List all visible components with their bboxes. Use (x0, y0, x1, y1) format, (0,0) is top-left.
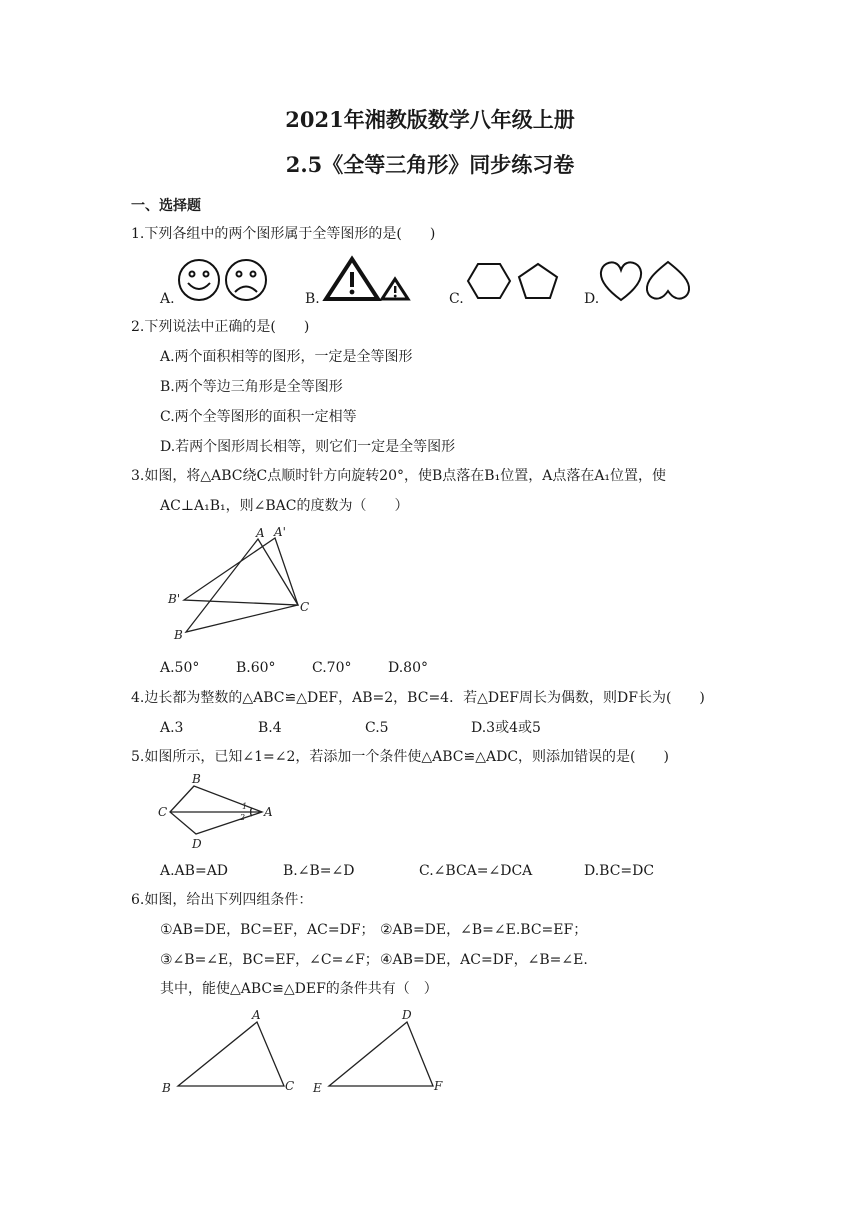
label-a: A (256, 526, 265, 540)
q1-option-d-label: D. (584, 291, 600, 307)
warning-triangle-small-icon (382, 279, 408, 299)
q4-option-d: D.3或4或5 (471, 720, 541, 736)
q5-option-c: C.∠BCA=∠DCA (419, 863, 533, 879)
q1-option-c-label: C. (449, 291, 464, 307)
q6-question: 其中，能使△ABC≌△DEF的条件共有（ ） (160, 981, 438, 997)
q5-option-d: D.BC=DC (584, 863, 655, 879)
q1-hearts-figure (598, 259, 694, 303)
q6-triangles-figure (156, 1004, 456, 1099)
warning-triangle-large-icon (326, 259, 378, 299)
section-heading: 一、选择题 (131, 198, 201, 214)
q1-option-a-label: A. (160, 291, 175, 307)
hexagon-icon (468, 264, 510, 298)
label-b-prime: B' (168, 592, 181, 606)
label-c: C (300, 600, 310, 614)
q5-option-a: A.AB=AD (160, 863, 229, 879)
q1-stem: 1.下列各组中的两个图形属于全等图形的是( ) (131, 226, 436, 242)
label-a-prime: A' (274, 525, 286, 539)
q4-option-c: C.5 (365, 720, 389, 736)
q6-condition-1: ①AB=DE，BC=EF，AC=DF； (160, 922, 375, 938)
q2-option-d: D.若两个图形周长相等，则它们一定是全等图形 (160, 439, 456, 455)
q5-option-b: B.∠B=∠D (283, 863, 355, 879)
q3-option-b: B.60° (236, 660, 276, 676)
q4-option-a: A.3 (160, 720, 184, 736)
label-a: A (252, 1008, 261, 1022)
label-b: B (162, 1081, 171, 1095)
triangle-abc (186, 539, 298, 632)
label-f: F (434, 1079, 443, 1093)
triangle-def (329, 1022, 433, 1086)
q6-stem: 6.如图，给出下列四组条件： (131, 892, 313, 908)
label-c: C (158, 805, 168, 819)
smiley-face-icon (179, 260, 219, 300)
title-line-2: 2.5《全等三角形》同步练习卷 (285, 152, 575, 177)
q3-option-a: A.50° (160, 660, 200, 676)
label-b: B (192, 772, 201, 786)
label-angle-2: 2 (240, 813, 246, 822)
label-b: B (174, 628, 183, 642)
q5-stem: 5.如图所示，已知∠1=∠2，若添加一个条件使△ABC≌△ADC，则添加错误的是( ) (131, 749, 669, 765)
heart-rotated-icon (647, 262, 689, 299)
q6-condition-3: ③∠B=∠E，BC=EF，∠C=∠F； (160, 952, 379, 968)
q4-option-b: B.4 (258, 720, 282, 736)
label-d: D (402, 1008, 412, 1022)
label-d: D (192, 837, 202, 851)
sad-face-icon (226, 260, 266, 300)
q2-option-a: A.两个面积相等的图形，一定是全等图形 (160, 349, 413, 365)
pentagon-icon (519, 264, 557, 298)
q2-option-c: C.两个全等图形的面积一定相等 (160, 409, 357, 425)
q4-stem: 4.边长都为整数的△ABC≌△DEF，AB=2，BC=4．若△DEF周长为偶数，则DF长为( ) (131, 690, 705, 706)
q3-option-c: C.70° (312, 660, 352, 676)
heart-upright-icon (601, 262, 641, 300)
q6-condition-4: ④AB=DE，AC=DF，∠B=∠E. (380, 952, 588, 968)
q3-stem-line-2: AC⊥A₁B₁，则∠BAC的度数为（ ） (160, 498, 409, 514)
label-a: A (264, 805, 273, 819)
q1-option-b-label: B. (305, 291, 320, 307)
q1-smiley-faces-figure (176, 257, 272, 303)
title-line-1: 2021年湘教版数学八年级上册 (285, 107, 575, 132)
q2-stem: 2.下列说法中正确的是( ) (131, 319, 310, 335)
label-e: E (313, 1081, 322, 1095)
label-angle-1: 1 (242, 802, 248, 811)
q2-option-b: B.两个等边三角形是全等图形 (160, 379, 343, 395)
q1-warning-triangles-figure (322, 256, 412, 302)
q3-rotation-figure (160, 525, 320, 645)
triangle-abc (178, 1022, 284, 1086)
q5-kite-figure (156, 772, 280, 852)
triangle-a1b1c (184, 538, 298, 605)
q3-option-d: D.80° (388, 660, 428, 676)
q6-condition-2: ②AB=DE，∠B=∠E.BC=EF； (380, 922, 588, 938)
label-c: C (285, 1079, 295, 1093)
q1-polygons-figure (464, 261, 560, 301)
q3-stem-line-1: 3.如图，将△ABC绕C点顺时针方向旋转20°，使B点落在B₁位置，A点落在A₁位置，使 (131, 468, 667, 484)
kite-outline (170, 786, 262, 834)
